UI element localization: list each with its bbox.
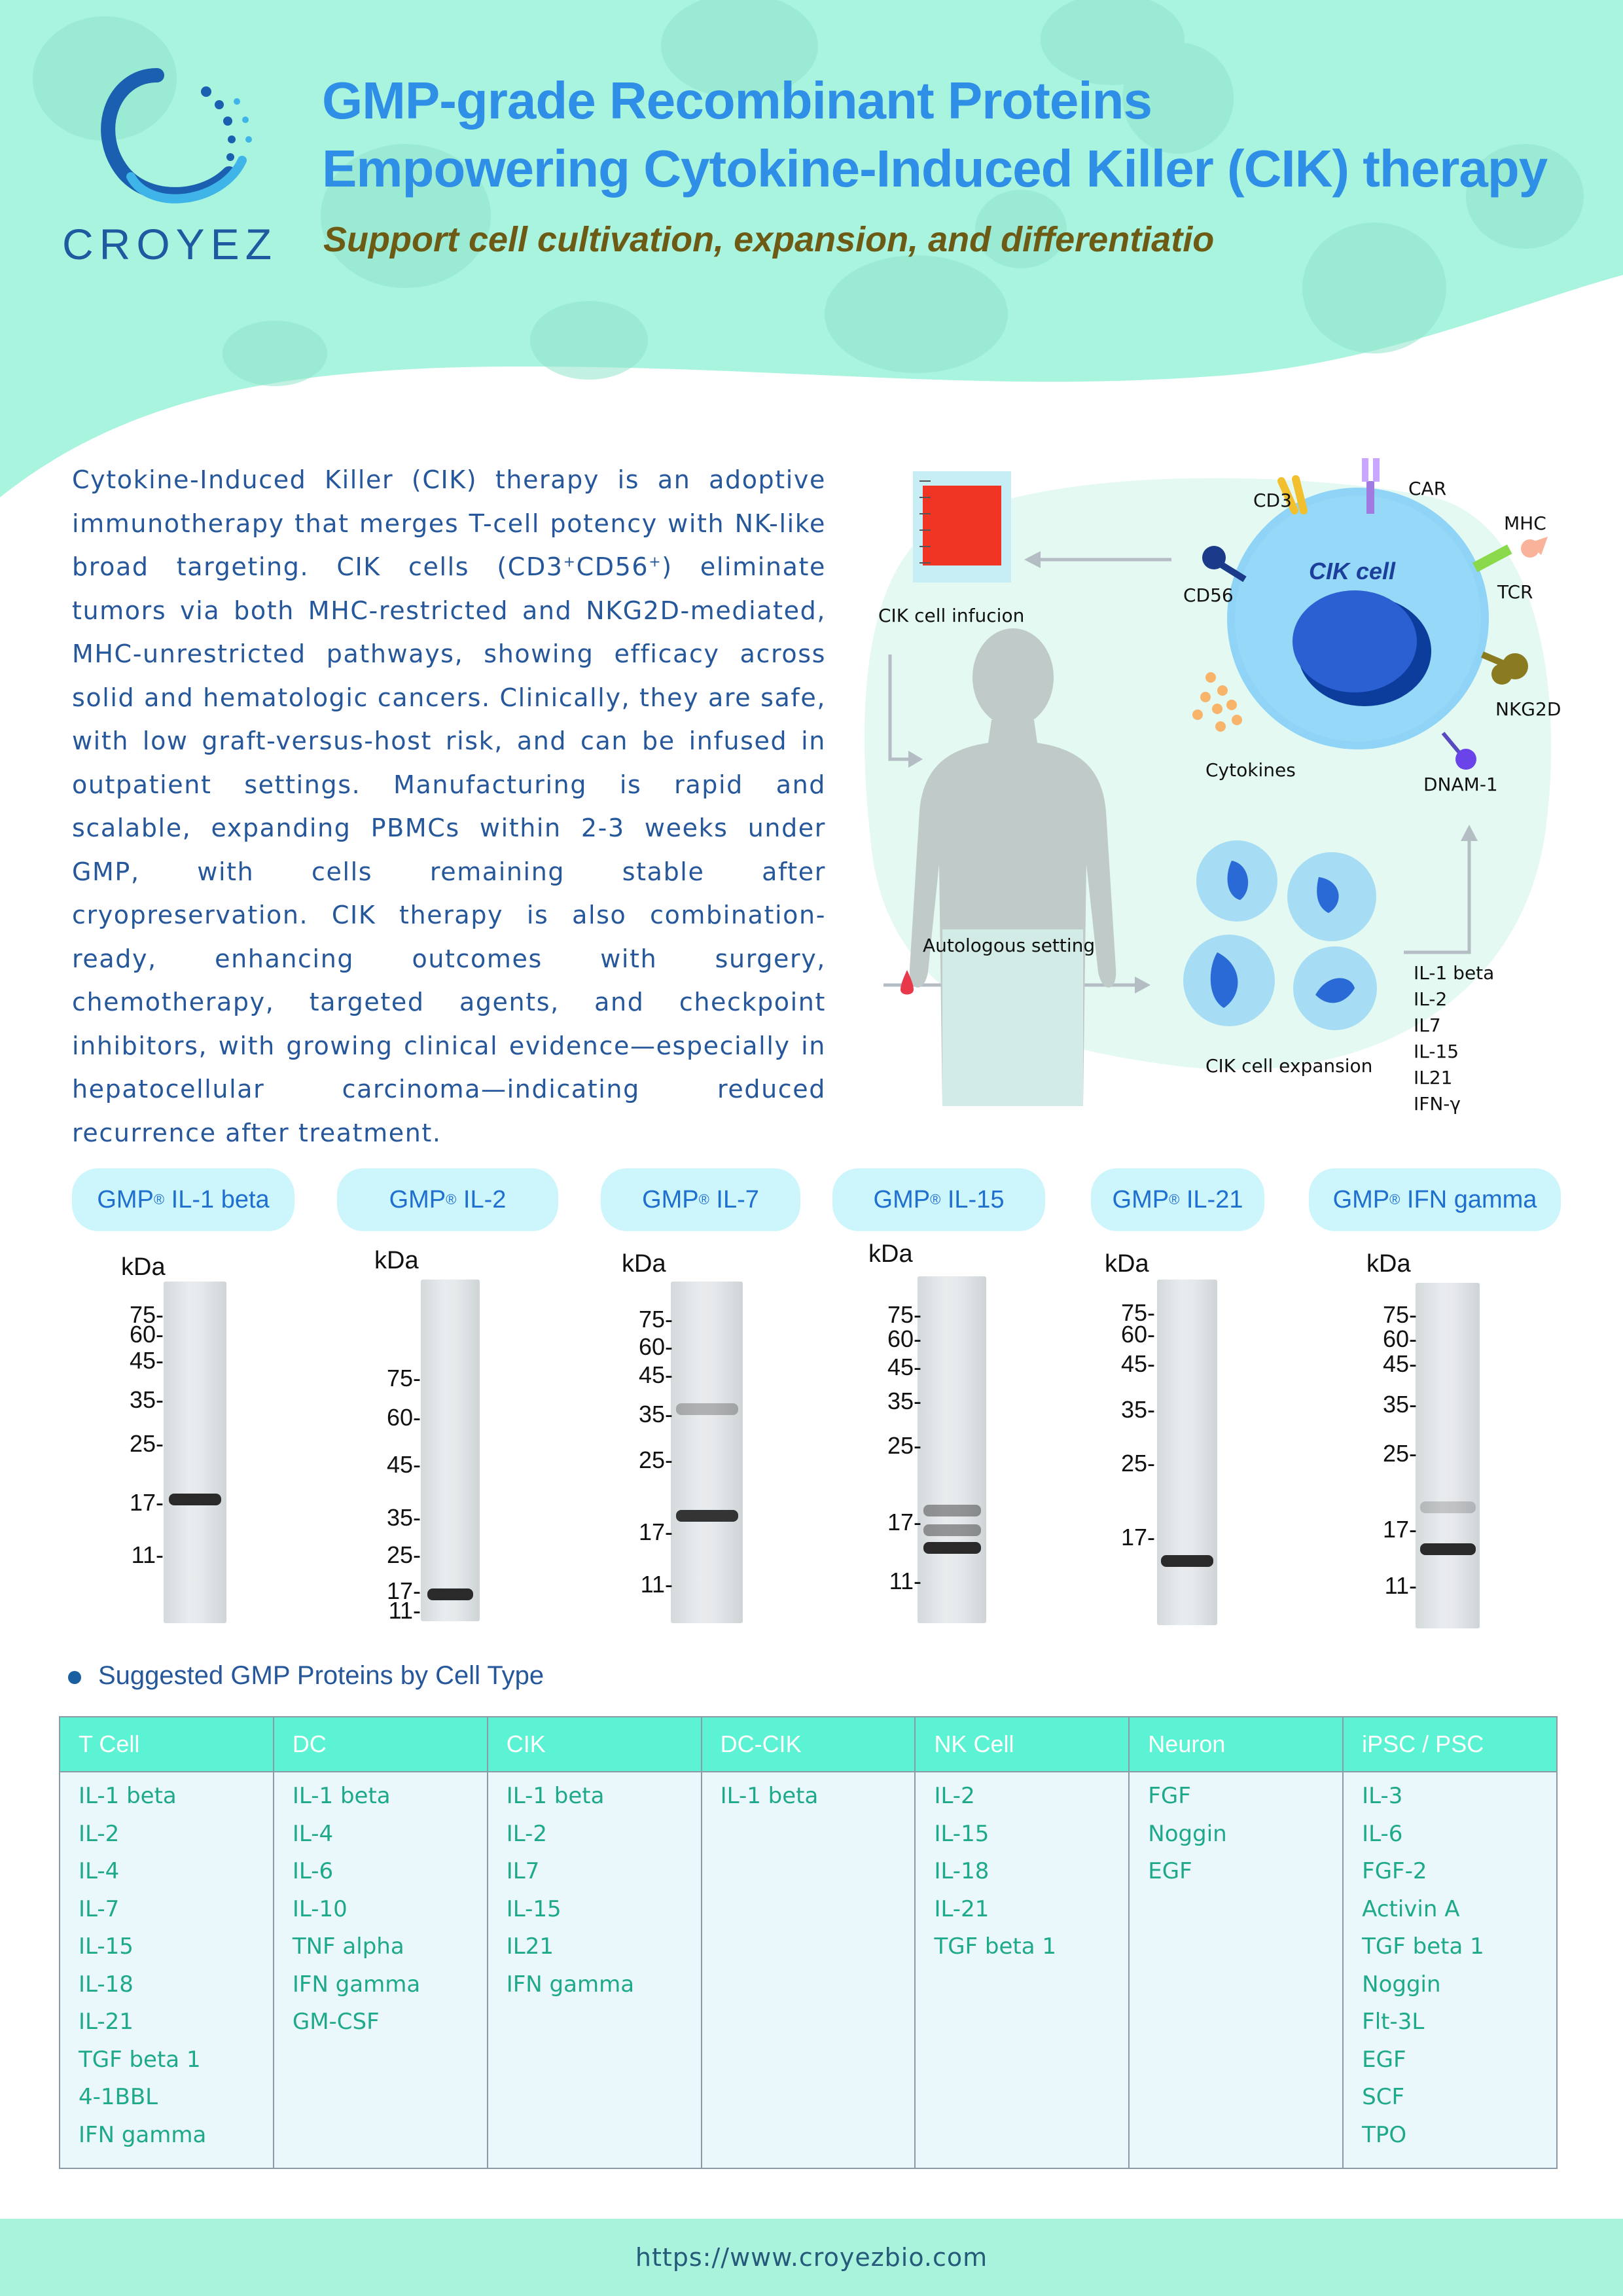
gel-lane xyxy=(1157,1280,1217,1625)
table-column-items xyxy=(1344,1772,1556,2154)
nkg2d-label: NKG2D xyxy=(1495,698,1561,720)
marker-tick-label: 11- xyxy=(889,1568,921,1594)
protein-band xyxy=(169,1494,221,1505)
table-column-items xyxy=(60,1772,273,2154)
marker-tick-label: 75- xyxy=(1120,1299,1155,1326)
expansion-cytokine: IL-1 beta xyxy=(1414,962,1495,984)
product-pill-il-7[interactable]: GMP ® IL-7 xyxy=(601,1168,800,1231)
marker-tick-label: 35- xyxy=(887,1388,921,1414)
table-column-header: NK Cell xyxy=(916,1717,1128,1772)
intro-paragraph: Cytokine-Induced Killer (CIK) therapy is an adoptive immunotherapy that merges T-cell potency with NK-like broad targeting. CIK cells (CD3+CD56+) eliminate tumors via both MHC-restricted and NKG2D-mediated, MHC-unrestricted pathways, showing efficacy across solid and hematologic cancers. Clinically, they are safe, with low graft-versus-host risk, and can be infused in outpatient settings. Manufacturing is rapid and scalable, expanding PBMCs within 2-3 weeks under GMP, with cells remaining stable after cryopreservation. CIK therapy is also combination-ready, enhancing outcomes with surgery, chemotherapy, targeted agents, and checkpoint inhibitors, with growing clinical evidence—especially in hepatocellular carcinoma—indicating reduced recurrence after treatment. xyxy=(72,465,826,1147)
table-column-header: iPSC / PSC xyxy=(1344,1717,1556,1772)
marker-tick-label: 60- xyxy=(887,1325,921,1352)
protein-band xyxy=(1420,1543,1476,1555)
table-cell: IL-1 beta xyxy=(720,1783,819,1809)
gel-lane xyxy=(918,1276,986,1623)
table-cell: IL-7 xyxy=(79,1895,120,1922)
table-cell: IL-18 xyxy=(79,1971,134,1998)
table-cell: FGF xyxy=(1148,1783,1191,1809)
table-cell: IFN gamma xyxy=(79,2121,207,2148)
table-cell: IL-15 xyxy=(506,1895,562,1922)
table-cell: EGF xyxy=(1148,1858,1192,1884)
table-cell: TGF beta 1 xyxy=(934,1933,1057,1960)
table-column-header: T Cell xyxy=(60,1717,273,1772)
infusion-label: CIK cell infucion xyxy=(878,605,1025,626)
kda-label: kDa xyxy=(622,1250,666,1278)
table-cell: IL-10 xyxy=(292,1895,348,1922)
marker-tick-label: 45- xyxy=(638,1361,673,1388)
marker-tick-label: 35- xyxy=(1382,1391,1417,1418)
car-label: CAR xyxy=(1408,478,1447,499)
protein-band xyxy=(923,1542,981,1554)
table-column xyxy=(916,1717,1130,2168)
gel-lane xyxy=(671,1282,743,1623)
cd56-label: CD56 xyxy=(1183,584,1234,606)
table-column xyxy=(60,1717,274,2168)
table-column-header: DC-CIK xyxy=(702,1717,915,1772)
table-column-items xyxy=(274,1772,487,2041)
table-cell: TGF beta 1 xyxy=(1362,1933,1484,1960)
marker-tick-label: 75- xyxy=(386,1365,421,1391)
protein-band xyxy=(923,1505,981,1516)
table-column xyxy=(1130,1717,1344,2168)
table-column-items xyxy=(488,1772,701,2003)
table-cell: IL-18 xyxy=(934,1858,990,1884)
marker-tick-label: 17- xyxy=(129,1489,164,1516)
table-column xyxy=(488,1717,702,2168)
table-cell: GM-CSF xyxy=(292,2009,380,2035)
marker-tick-label: 75- xyxy=(638,1306,673,1333)
table-cell: TGF beta 1 xyxy=(79,2046,201,2073)
marker-tick-label: 60- xyxy=(386,1404,421,1431)
protein-table xyxy=(59,1716,1558,2169)
table-cell: IL-6 xyxy=(1362,1820,1403,1847)
expansion-cytokine: IL7 xyxy=(1414,1014,1441,1036)
subtitle: Support cell cultivation, expansion, and differentiatio xyxy=(323,220,1215,259)
marker-tick-label: 35- xyxy=(386,1504,421,1531)
croyez-logo-icon xyxy=(85,62,262,213)
protein-band xyxy=(923,1524,981,1536)
marker-tick-label: 45- xyxy=(1120,1350,1155,1377)
gel-lane xyxy=(164,1282,226,1623)
kda-label: kDa xyxy=(1366,1250,1411,1278)
product-pill-il-1-beta[interactable]: GMP ® IL-1 beta xyxy=(72,1168,294,1231)
marker-tick-label: 75- xyxy=(129,1301,164,1328)
table-column-items xyxy=(702,1772,915,1816)
table-cell: Noggin xyxy=(1148,1820,1227,1847)
marker-tick-label: 11- xyxy=(1384,1572,1417,1599)
table-cell: IL-4 xyxy=(79,1858,120,1884)
marker-tick-label: 60- xyxy=(1382,1325,1417,1352)
table-cell: IL-2 xyxy=(506,1820,547,1847)
marker-tick-label: 75- xyxy=(887,1301,921,1328)
protein-band xyxy=(427,1588,473,1600)
expansion-cytokine: IL-15 xyxy=(1414,1041,1459,1062)
title-line-1: GMP-grade Recombinant Proteins xyxy=(322,71,1152,130)
table-cell: SCF xyxy=(1362,2084,1405,2110)
gel-lane xyxy=(421,1280,480,1621)
marker-tick-label: 11- xyxy=(388,1597,421,1624)
table-cell: IL-3 xyxy=(1362,1783,1403,1809)
table-cell: TPO xyxy=(1362,2121,1407,2148)
table-cell: IL-6 xyxy=(292,1858,334,1884)
marker-tick-label: 25- xyxy=(1382,1440,1417,1467)
marker-tick-label: 17- xyxy=(887,1509,921,1535)
product-pill-il-21[interactable]: GMP ® IL-21 xyxy=(1091,1168,1264,1231)
mhc-label: MHC xyxy=(1504,512,1546,534)
marker-tick-label: 45- xyxy=(129,1347,164,1374)
table-cell: IL-21 xyxy=(934,1895,990,1922)
marker-tick-label: 45- xyxy=(887,1354,921,1380)
table-cell: IFN gamma xyxy=(292,1971,421,1998)
table-cell: IL-1 beta xyxy=(79,1783,177,1809)
expansion-cytokine: IL-2 xyxy=(1414,988,1448,1010)
marker-tick-label: 60- xyxy=(1120,1321,1155,1348)
table-cell: 4-1BBL xyxy=(79,2084,158,2110)
table-cell: IL-1 beta xyxy=(292,1783,391,1809)
table-cell: IL7 xyxy=(506,1858,540,1884)
table-cell: IL-1 beta xyxy=(506,1783,605,1809)
expansion-cytokine: IFN-γ xyxy=(1414,1093,1461,1115)
table-cell: Activin A xyxy=(1362,1895,1460,1922)
marker-tick-label: 25- xyxy=(386,1541,421,1568)
table-cell: Noggin xyxy=(1362,1971,1441,1998)
marker-tick-label: 25- xyxy=(129,1430,164,1457)
marker-tick-label: 35- xyxy=(1120,1396,1155,1423)
autologous-label: Autologous setting xyxy=(923,935,1096,956)
marker-tick-label: 17- xyxy=(1120,1524,1155,1551)
protein-band xyxy=(1420,1501,1476,1513)
cd3-label: CD3 xyxy=(1253,490,1292,511)
cik-cell-label: CIK cell xyxy=(1309,558,1396,584)
table-cell: IL-4 xyxy=(292,1820,334,1847)
tcr-label: TCR xyxy=(1497,581,1533,603)
cytokines-label: Cytokines xyxy=(1205,759,1296,781)
gel-lane xyxy=(1416,1283,1480,1628)
product-pill-ifn-gamma[interactable]: GMP ® IFN gamma xyxy=(1309,1168,1561,1231)
table-column-items xyxy=(1130,1772,1342,1891)
table-column xyxy=(274,1717,488,2168)
table-cell: IL-2 xyxy=(79,1820,120,1847)
expansion-label: CIK cell expansion xyxy=(1205,1055,1373,1077)
marker-tick-label: 45- xyxy=(386,1451,421,1478)
table-column-header: DC xyxy=(274,1717,487,1772)
marker-tick-label: 45- xyxy=(1382,1350,1417,1377)
marker-tick-label: 75- xyxy=(1382,1301,1417,1328)
table-cell: IFN gamma xyxy=(506,1971,635,1998)
marker-tick-label: 35- xyxy=(129,1386,164,1413)
table-column xyxy=(702,1717,916,2168)
marker-tick-label: 17- xyxy=(638,1518,673,1545)
table-column xyxy=(1344,1717,1556,2168)
table-cell: TNF alpha xyxy=(292,1933,404,1960)
marker-tick-label: 60- xyxy=(638,1333,673,1360)
footer xyxy=(0,2219,1623,2296)
table-column-header: CIK xyxy=(488,1717,701,1772)
section-title: Suggested GMP Proteins by Cell Type xyxy=(98,1661,544,1690)
table-cell: EGF xyxy=(1362,2046,1406,2073)
table-cell: IL-21 xyxy=(79,2009,134,2035)
marker-tick-label: 25- xyxy=(638,1446,673,1473)
table-cell: IL-15 xyxy=(934,1820,990,1847)
table-cell: Flt-3L xyxy=(1362,2009,1425,2035)
table-cell: FGF-2 xyxy=(1362,1858,1427,1884)
marker-tick-label: 17- xyxy=(386,1577,421,1604)
dnam-label: DNAM-1 xyxy=(1423,774,1498,795)
product-pill-il-2[interactable]: GMP ® IL-2 xyxy=(337,1168,558,1231)
kda-label: kDa xyxy=(1105,1250,1149,1278)
table-cell: IL-15 xyxy=(79,1933,134,1960)
expansion-cytokine-list xyxy=(1414,962,1494,1119)
marker-tick-label: 25- xyxy=(1120,1450,1155,1477)
marker-tick-label: 11- xyxy=(131,1541,164,1568)
table-cell: IL21 xyxy=(506,1933,554,1960)
kda-label: kDa xyxy=(374,1247,419,1274)
marker-tick-label: 60- xyxy=(129,1321,164,1348)
kda-label: kDa xyxy=(121,1253,166,1281)
table-cell: IL-2 xyxy=(934,1783,975,1809)
bullet-icon xyxy=(68,1671,81,1684)
marker-tick-label: 35- xyxy=(638,1401,673,1427)
website-link[interactable]: https://www.croyezbio.com xyxy=(635,2243,988,2272)
table-column-header: Neuron xyxy=(1130,1717,1342,1772)
protein-band xyxy=(1161,1555,1213,1567)
product-pill-il-15[interactable]: GMP ® IL-15 xyxy=(832,1168,1045,1231)
marker-tick-label: 25- xyxy=(887,1432,921,1459)
marker-tick-label: 11- xyxy=(640,1571,673,1598)
protein-band xyxy=(676,1510,738,1522)
title-line-2: Empowering Cytokine-Induced Killer (CIK) therapy xyxy=(322,139,1548,198)
table-column-items xyxy=(916,1772,1128,1966)
marker-tick-label: 17- xyxy=(1382,1516,1417,1543)
protein-band xyxy=(676,1403,738,1415)
kda-label: kDa xyxy=(868,1240,913,1268)
brand-name: CROYEZ xyxy=(62,220,278,268)
expansion-cytokine: IL21 xyxy=(1414,1067,1453,1088)
